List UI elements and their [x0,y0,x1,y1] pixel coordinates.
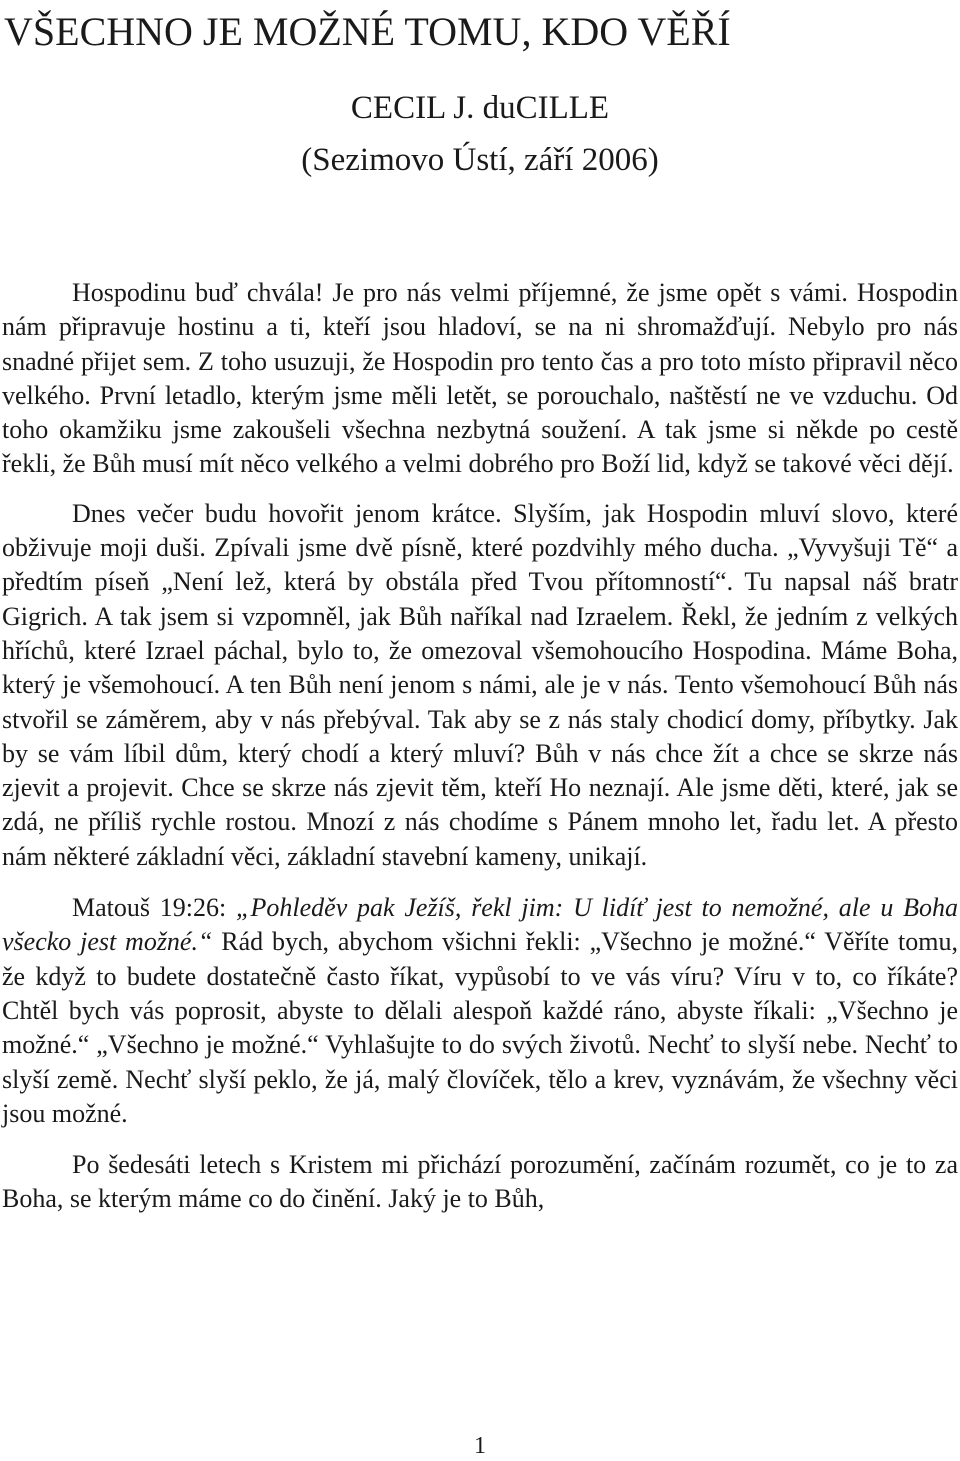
scripture-quote: „Pohleděv pak Ježíš, řekl jim: U lidíť jest to nemožné, ale u Boha všecko jest možné.“ [2,893,958,957]
paragraph-3 [2,891,958,1131]
paragraph-3-text: Rád bych, abychom všichni řekli: „Všechno je možné.“ Věříte tomu, že když to budete dostatečně často říkat, vypůsobí to ve vás víru? Víru v to, co říkáte? Chtěl bych vás poprosit, abyste to dělali alespoň každé ráno, abyste říkali: „Všechno je možné.“ „Všechno je možné.“ Vyhlašujte to do svých životů. Nechť to slyší nebe. Nechť to slyší země. Nechť slyší peklo, že já, malý človíček, tělo a krev, vyznávám, že všechny věci jsou možné. [2,927,958,1128]
scripture-reference: Matouš 19:26: [72,893,237,923]
place-date: (Sezimovo Ústí, září 2006) [301,142,659,178]
paragraph-4: Po šedesáti letech s Kristem mi přichází porozumění, začínám rozumět, co je to za Boha, se kterým máme co do činění. Jaký je to Bůh, [2,1150,958,1214]
document-title: VŠECHNO JE MOŽNÉ TOMU, KDO VĚŘÍ [4,9,731,54]
author-name: CECIL J. duCILLE [350,90,610,126]
paragraph-1: Hospodinu buď chvála! Je pro nás velmi příjemné, že jsme opět s vámi. Hospodin nám připravuje hostinu a ti, kteří jsou hladoví, se na ni shromažďují. Nebylo pro nás snadné přijet sem. Z toho usuzuji, že Hospodin pro tento čas a pro toto místo připravil něco velkého. První letadlo, kterým jsme měli letět, se porouchalo, naštěstí ne ve vzduchu. Od toho okamžiku jsme zakoušeli všechna nezbytná soužení. A tak jsme si někde po cestě řekli, že Bůh musí mít něco velkého a velmi dobrého pro Boží lid, když se takové věci dějí. [2,278,958,479]
paragraph-2: Dnes večer budu hovořit jenom krátce. Slyším, jak Hospodin mluví slovo, které obživuje moji duši. Zpívali jsme dvě písně, které pozdvihly mého ducha. „Vyvyšuji Tě“ a předtím píseň „Není lež, která by obstála před Tvou přítomností“. Tu napsal náš bratr Gigrich. A tak jsem si vzpomněl, jak Bůh naříkal nad Izraelem. Řekl, že jedním z velkých hříchů, které Izrael páchal, bylo to, že omezoval všemohoucího Hospodina. Máme Boha, který je všemohoucí. A ten Bůh není jenom s námi, ale je v nás. Tento všemohoucí Bůh nás stvořil se záměrem, aby v nás přebýval. Tak aby se z nás staly chodicí domy, příbytky. Jak by se vám líbil dům, který chodí a který mluví? Bůh v nás chce žít a chce se skrze nás zjevit a projevit. Chce se skrze nás zjevit těm, kteří Ho neznají. Ale jsme děti, které, jak se zdá, ne příliš rychle rostou. Mnozí z nás chodíme s Pánem mnoho let, řadu let. A přesto nám některé základní věci, základní stavební kameny, unikají. [2,498,958,871]
document-body [2,276,958,1217]
page-number: 1 [474,1433,486,1459]
